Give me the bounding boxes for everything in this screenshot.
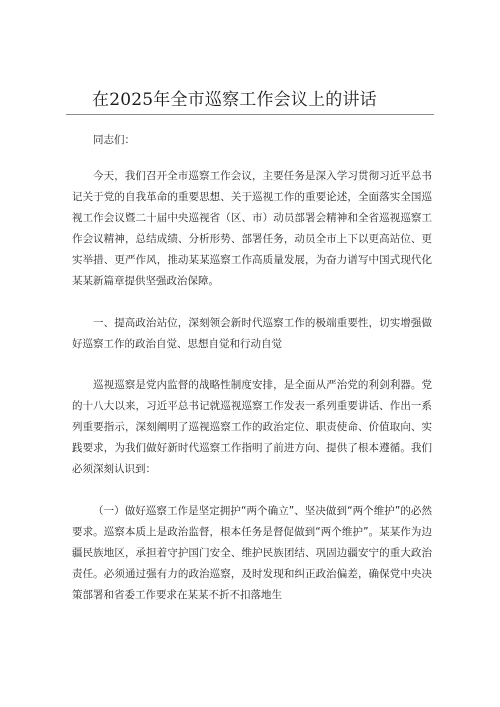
greeting: 同志们： (93, 134, 135, 146)
paragraph-opening: 今天，我们召开全市巡察工作会议，主要任务是深入学习贯彻习近平总书记关于党的自我革命的重要思想、关于巡视工作的重要论述，全面落实全国巡视工作会议暨二十届中央巡视省（区、市）动员部署会精神和全省巡视巡察工作会议精神，总结成绩、分析形势、部署任务，动员全市上下以更高站位、更实举措、更严作风，推动某某巡察工作高质量发展，为奋力谱写中国式现代化某某新篇章提供坚强政治保障。 (72, 170, 432, 287)
title-divider (66, 114, 434, 115)
document-title: 在2025年全市巡察工作会议上的讲话 (92, 90, 377, 110)
paragraph-subsection-1: （一）做好巡察工作是坚定拥护“两个确立”、坚决做到“两个维护”的必然要求。巡察本质上是政治监督，根本任务是督促做到“两个维护”。某某作为边疆民族地区，承担着守护国门安全、维护民族团结、巩固边疆安宁的重大政治责任。必须通过强有力的政治巡察，及时发现和纠正政治偏差，确保党中央决策部署和省委工作要求在某某不折不扣落地生 (72, 505, 432, 601)
section-heading-1: 一、提高政治站位，深刻领会新时代巡察工作的极端重要性，切实增强做好巡察工作的政治自觉、思想自觉和行动自觉 (72, 317, 432, 350)
paragraph-section-1: 巡视巡察是党内监督的战略性制度安排，是全面从严治党的利剑利器。党的十八大以来，习近平总书记就巡视巡察工作发表一系列重要讲话、作出一系列重要指示，深刻阐明了巡视巡察工作的政治定位、职责使命、价值取向、实践要求，为我们做好新时代巡察工作指明了前进方向、提供了根本遵循。我们必须深刻认识到： (72, 379, 432, 475)
